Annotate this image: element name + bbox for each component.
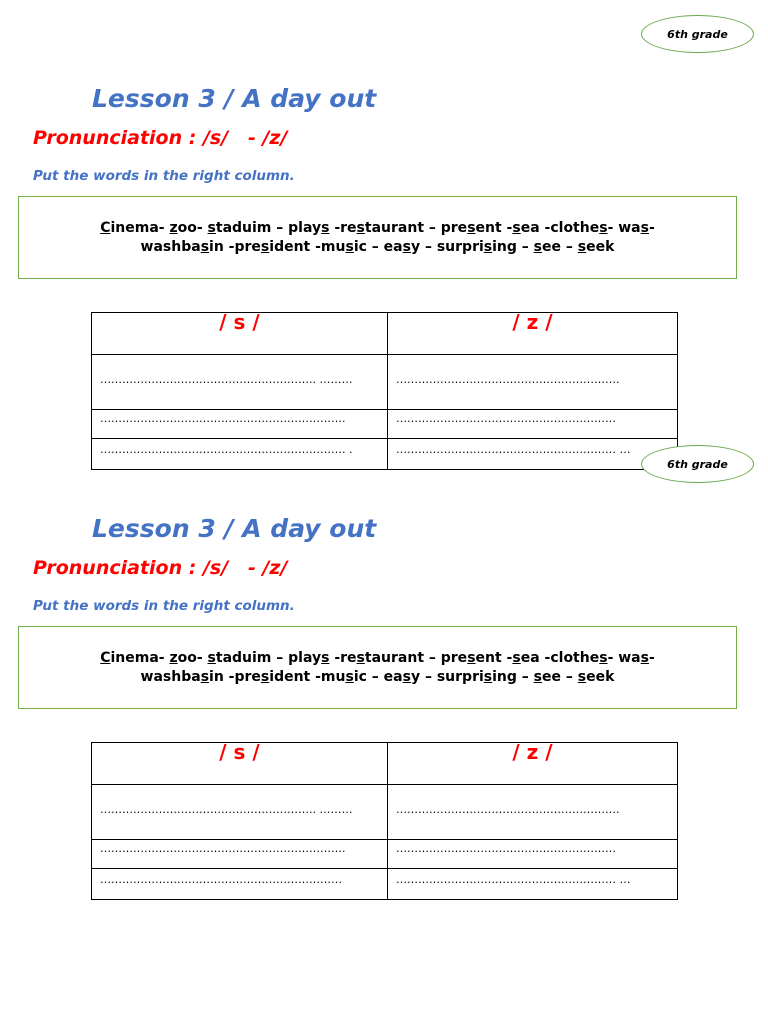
underlined-letter: z xyxy=(169,219,178,236)
s-column-header: / s / xyxy=(92,743,388,785)
word-bank-line-2: washbasin -president -music – easy – surprising – see – seek xyxy=(140,668,615,685)
word-bank-text xyxy=(100,649,655,687)
grade-badge: 6th grade xyxy=(641,15,754,53)
answer-cell-s[interactable]: …………………………………………………………. xyxy=(92,840,388,869)
word-bank xyxy=(18,196,737,279)
underlined-letter: s xyxy=(577,238,587,255)
grade-badge: 6th grade xyxy=(641,445,754,483)
instruction-text: Put the words in the right column. xyxy=(33,598,295,614)
answer-cell-s[interactable]: …………………………………………………………. . xyxy=(92,439,388,470)
z-column-header: / z / xyxy=(388,743,678,785)
underlined-letter: s xyxy=(207,649,216,666)
underlined-letter: s xyxy=(200,238,210,255)
answer-cell-z[interactable]: …………………………………………………… … xyxy=(388,869,678,900)
underlined-letter: s xyxy=(402,238,411,255)
pronunciation-title: Pronunciation : /s/ - /z/ xyxy=(33,127,288,149)
underlined-letter: s xyxy=(260,238,270,255)
underlined-letter: s xyxy=(512,219,521,236)
s-column-header: / s / xyxy=(92,313,388,355)
answer-cell-z[interactable]: …………………………………………………… … xyxy=(388,439,678,470)
worksheet-2 xyxy=(0,430,768,886)
underlined-letter: s xyxy=(402,668,411,685)
underlined-letter: C xyxy=(100,649,111,666)
instruction-text: Put the words in the right column. xyxy=(33,168,295,184)
underlined-letter: s xyxy=(640,649,649,666)
lesson-title: Lesson 3 / A day out xyxy=(92,84,377,113)
answer-cell-s[interactable]: ………………………………………………………… xyxy=(92,869,388,900)
underlined-letter: s xyxy=(599,219,608,236)
underlined-letter: s xyxy=(356,649,365,666)
underlined-letter: s xyxy=(640,219,649,236)
underlined-letter: s xyxy=(260,668,270,685)
underlined-letter: s xyxy=(577,668,587,685)
answer-cell-z[interactable]: …………………………………………………… xyxy=(388,840,678,869)
word-bank-line-2: washbasin -president -music – easy – surprising – see – seek xyxy=(140,238,615,255)
underlined-letter: s xyxy=(467,649,476,666)
underlined-letter: C xyxy=(100,219,111,236)
underlined-letter: s xyxy=(321,219,330,236)
word-bank-line-1: Cinema- zoo- staduim – plays -restaurant – present -sea -clothes- was- xyxy=(100,649,655,666)
word-bank xyxy=(18,626,737,709)
lesson-title: Lesson 3 / A day out xyxy=(92,514,377,543)
underlined-letter: s xyxy=(345,668,354,685)
underlined-letter: s xyxy=(533,238,543,255)
pronunciation-title: Pronunciation : /s/ - /z/ xyxy=(33,557,288,579)
underlined-letter: s xyxy=(599,649,608,666)
underlined-letter: s xyxy=(345,238,354,255)
underlined-letter: s xyxy=(483,668,493,685)
word-bank-text xyxy=(100,219,655,257)
underlined-letter: s xyxy=(207,219,216,236)
worksheet-1 xyxy=(0,0,768,456)
answer-cell-z[interactable]: ……………………………………………………. xyxy=(388,355,678,410)
underlined-letter: s xyxy=(533,668,543,685)
answer-cell-s[interactable]: …………………………………………………………. xyxy=(92,410,388,439)
z-column-header: / z / xyxy=(388,313,678,355)
answer-cell-s[interactable]: ………………………………………………….. ……… xyxy=(92,785,388,840)
underlined-letter: z xyxy=(169,649,178,666)
underlined-letter: s xyxy=(512,649,521,666)
underlined-letter: s xyxy=(483,238,493,255)
underlined-letter: s xyxy=(356,219,365,236)
underlined-letter: s xyxy=(467,219,476,236)
underlined-letter: s xyxy=(200,668,210,685)
underlined-letter: s xyxy=(321,649,330,666)
answer-cell-z[interactable]: …………………………………………………… xyxy=(388,410,678,439)
answer-cell-s[interactable]: ………………………………………………….. ……… xyxy=(92,355,388,410)
word-bank-line-1: Cinema- zoo- staduim – plays -restaurant – present -sea -clothes- was- xyxy=(100,219,655,236)
answer-cell-z[interactable]: ……………………………………………………. xyxy=(388,785,678,840)
sound-columns-table xyxy=(91,742,678,900)
